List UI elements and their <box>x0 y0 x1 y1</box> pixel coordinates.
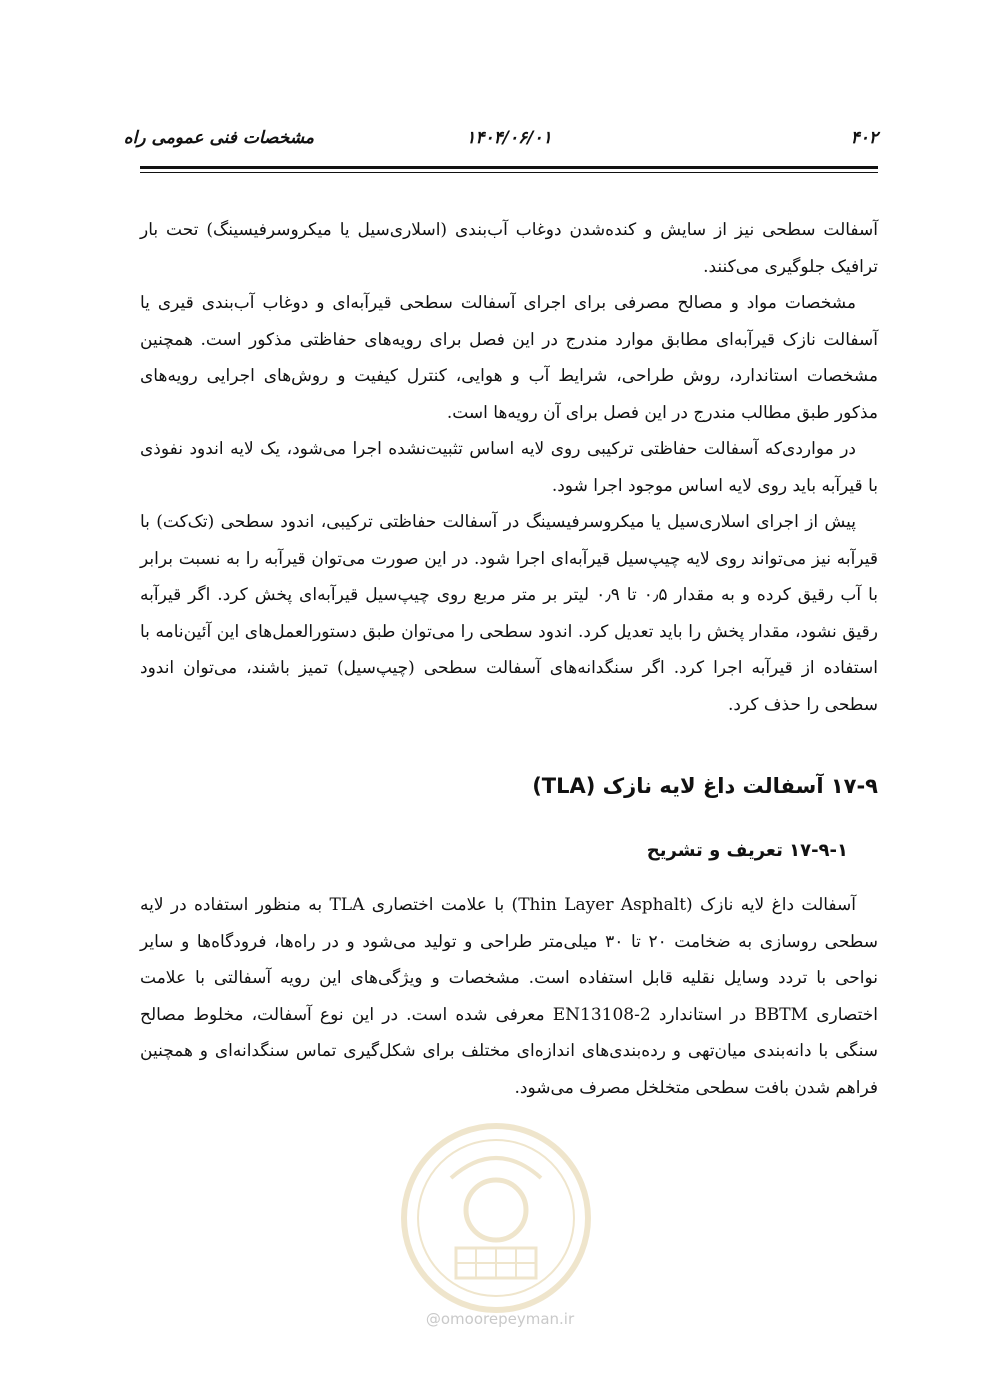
paragraph: پیش از اجرای اسلاری‌سیل یا میکروسرفیسینگ در آسفالت حفاظتی ترکیبی، اندود سطحی (تک‌کت) با قیرآبه نیز می‌تواند روی لایه چیپ‌سیل قیرآبه‌ای اجرا شود. در این صورت می‌توان قیرآبه را به نسبت برابر با آب رقیق کرده و به مقدار ۰٫۵ تا ۰٫۹ لیتر بر متر مربع روی چیپ‌سیل قیرآبه‌ای پخش کرد. اگر قیرآبه رقیق نشود، مقدار پخش را باید تعدیل کرد. اندود سطحی را می‌توان طبق دستورالعمل‌های این آئین‌نامه با استفاده از قیرآبه اجرا کرد. اگر سنگدانه‌های آسفالت سطحی (چیپ‌سیل) تمیز باشند، می‌توان اندود سطحی را حذف کرد. <box>140 512 878 715</box>
page-number: ۴۰۲ <box>850 128 878 148</box>
section-heading: ۱۷-۹ آسفالت داغ لایه نازک (TLA) <box>532 774 878 798</box>
header-title: مشخصات فنی عمومی راه <box>123 128 314 148</box>
paragraph: در مواردی‌که آسفالت حفاظتی ترکیبی روی لایه اساس تثبیت‌نشده اجرا می‌شود، یک لایه اندود نفوذی با قیرآبه باید روی لایه اساس موجود اجرا شود. <box>140 439 878 496</box>
body-text <box>140 212 878 1106</box>
header-date: ۱۴۰۴/۰۶/۰۱ <box>466 128 552 148</box>
header-rule-thick <box>140 166 878 169</box>
subsection-heading: ۱۷-۹-۱ تعریف و تشریح <box>646 840 848 861</box>
paragraph: آسفالت داغ لایه نازک (Thin Layer Asphalt) با علامت اختصاری TLA به منظور استفاده در لایه سطحی روسازی به ضخامت ۲۰ تا ۳۰ میلی‌متر طراحی و تولید می‌شود و در راه‌ها، فرودگاه‌ها و سایر نواحی با تردد وسایل نقلیه قابل استفاده است. مشخصات و ویژگی‌های این رویه آسفالتی با علامت اختصاری BBTM در استاندارد EN13108-2 معرفی شده است. در این نوع آسفالت، مخلوط مصالح سنگی با دانه‌بندی میان‌تهی و رده‌بندی‌های اندازه‌ای مختلف برای شکل‌گیری تماس سنگدانه‌ای و همچنین فراهم شدن بافت سطحی متخلخل مصرف می‌شود. <box>140 895 879 1098</box>
paragraph: آسفالت سطحی نیز از سایش و کنده‌شدن دوغاب آب‌بندی (اسلاری‌سیل یا میکروسرفیسینگ) تحت بار ترافیک جلوگیری می‌کنند. <box>140 220 878 277</box>
paragraph: مشخصات مواد و مصالح مصرفی برای اجرای آسفالت سطحی قیرآبه‌ای و دوغاب آب‌بندی قیری یا آسفالت نازک قیرآبه‌ای مطابق موارد مندرج در این فصل برای رویه‌های حفاظتی مذکور است. همچنین مشخصات استاندارد، روش طراحی، شرایط آب و هوایی، کنترل کیفیت و روش‌های اجرایی رویه‌های مذکور طبق مطالب مندرج در این فصل برای آن رویه‌ها است. <box>140 293 878 423</box>
page-header <box>123 128 878 158</box>
header-rule-thin <box>140 172 878 173</box>
watermark-seal-icon <box>396 1118 596 1318</box>
watermark-text: @omoorepeyman.ir <box>425 1310 575 1328</box>
